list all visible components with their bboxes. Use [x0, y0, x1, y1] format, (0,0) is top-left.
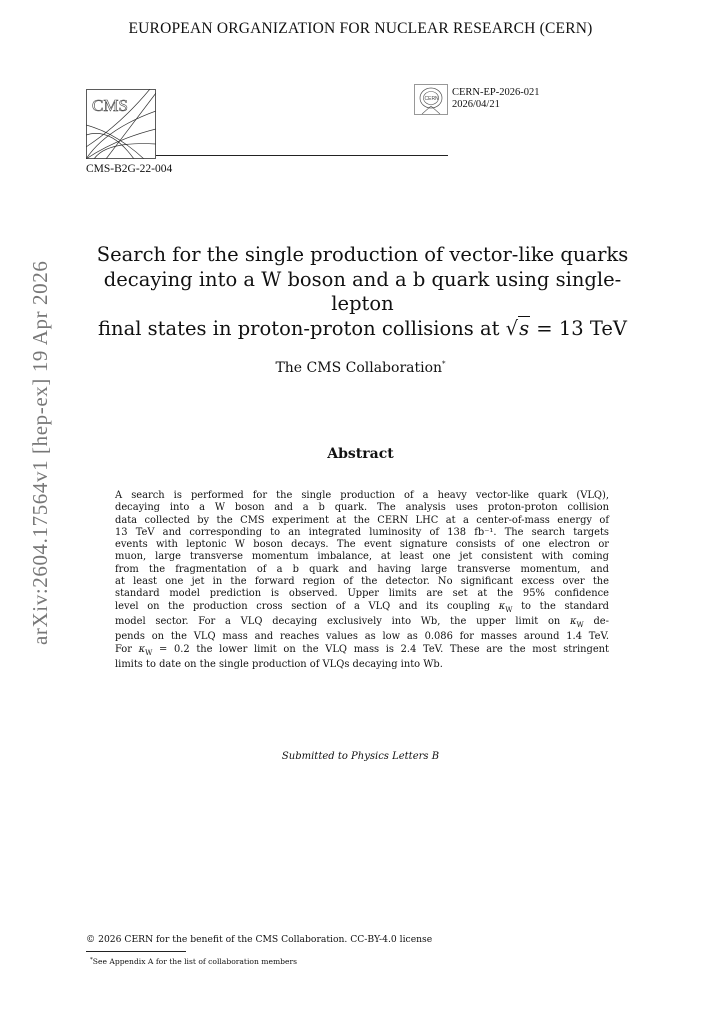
- organization-header: EUROPEAN ORGANIZATION FOR NUCLEAR RESEARCH (CERN): [128, 20, 593, 37]
- title-line-3-suffix: = 13 TeV: [530, 316, 627, 340]
- svg-text:CERN: CERN: [424, 96, 439, 102]
- footnote-rule: [86, 951, 186, 952]
- report-date: 2026/04/21: [452, 98, 500, 110]
- title-line-3: [80, 317, 645, 342]
- footnote-marker: *: [90, 957, 93, 963]
- abstract-line: 13 TeV and corresponding to an integrated luminosity of 138 fb⁻¹. The search targets: [115, 526, 609, 538]
- cms-logo-icon: [86, 89, 156, 159]
- paper-title: [80, 243, 645, 341]
- abstract-line: from the fragmentation of a b quark and having large transverse momentum, and: [115, 563, 609, 575]
- title-line-3-prefix: final states in proton-proton collisions at: [98, 316, 506, 340]
- cms-note-id: CMS-B2G-22-004: [86, 163, 173, 175]
- title-line-1: Search for the single production of vector-like quarks: [96, 243, 629, 266]
- abstract-line: pends on the VLQ mass and reaches values as low as 0.086 for masses around 1.4 TeV.: [115, 631, 609, 643]
- submission-note: Submitted to Physics Letters B: [281, 751, 440, 762]
- authors: [0, 360, 721, 376]
- sqrt-s-symbol: √s: [505, 316, 530, 340]
- sqrt-variable: s: [519, 316, 530, 340]
- abstract-line: limits to date on the single production of VLQs decaying into Wb.: [115, 658, 443, 670]
- footnote: [90, 957, 297, 966]
- abstract-line: at least one jet in the forward region of the detector. No significant excess over the: [115, 576, 609, 588]
- cern-logo-icon: [414, 84, 448, 115]
- arxiv-identifier: arXiv:2604.17564v1 [hep-ex] 19 Apr 2026: [28, 260, 52, 645]
- abstract-line: events with leptonic W boson decays. The event signature consists of one electron or: [115, 539, 609, 551]
- copyright-line: © 2026 CERN for the benefit of the CMS Collaboration. CC-BY-4.0 license: [86, 934, 433, 945]
- abstract-line: data collected by the CMS experiment at the CERN LHC at a center-of-mass energy of: [115, 514, 609, 526]
- cern-report-block: [452, 87, 540, 110]
- cern-report-number: CERN-EP-2026-021: [452, 87, 540, 98]
- abstract-line: standard model prediction is observed. Upper limits are set at the 95% confidence: [115, 588, 609, 600]
- author-footnote-marker: *: [442, 360, 446, 368]
- title-line-2: decaying into a W boson and a b quark using single-lepton: [103, 267, 622, 315]
- abstract-line: muon, large transverse momentum imbalance, at least one jet consistent with coming: [115, 551, 609, 563]
- abstract-line: level on the production cross section of a VLQ and its coupling $\kappa_W$ to the standard: [115, 600, 609, 614]
- abstract-heading: Abstract: [327, 446, 394, 462]
- footnote-text: See Appendix A for the list of collaboration members: [92, 957, 298, 966]
- abstract-body: [115, 490, 609, 671]
- abstract-line: decaying into a W boson and a b quark. The analysis uses proton-proton collision: [115, 502, 609, 514]
- abstract-line: model sector. For a VLQ decaying exclusively into Wb, the upper limit on $\kappa_W$ de-: [115, 615, 609, 629]
- svg-text:CMS: CMS: [92, 96, 128, 115]
- abstract-line: A search is performed for the single production of a heavy vector-like quark (VLQ),: [115, 490, 609, 501]
- abstract-line: For $\kappa_W = 0.2$ the lower limit on the VLQ mass is 2.4 TeV. These are the most stringent: [115, 643, 609, 657]
- collaboration-name: The CMS Collaboration: [275, 360, 443, 376]
- arxiv-stamp: [18, 260, 58, 645]
- header-rule: [156, 155, 448, 156]
